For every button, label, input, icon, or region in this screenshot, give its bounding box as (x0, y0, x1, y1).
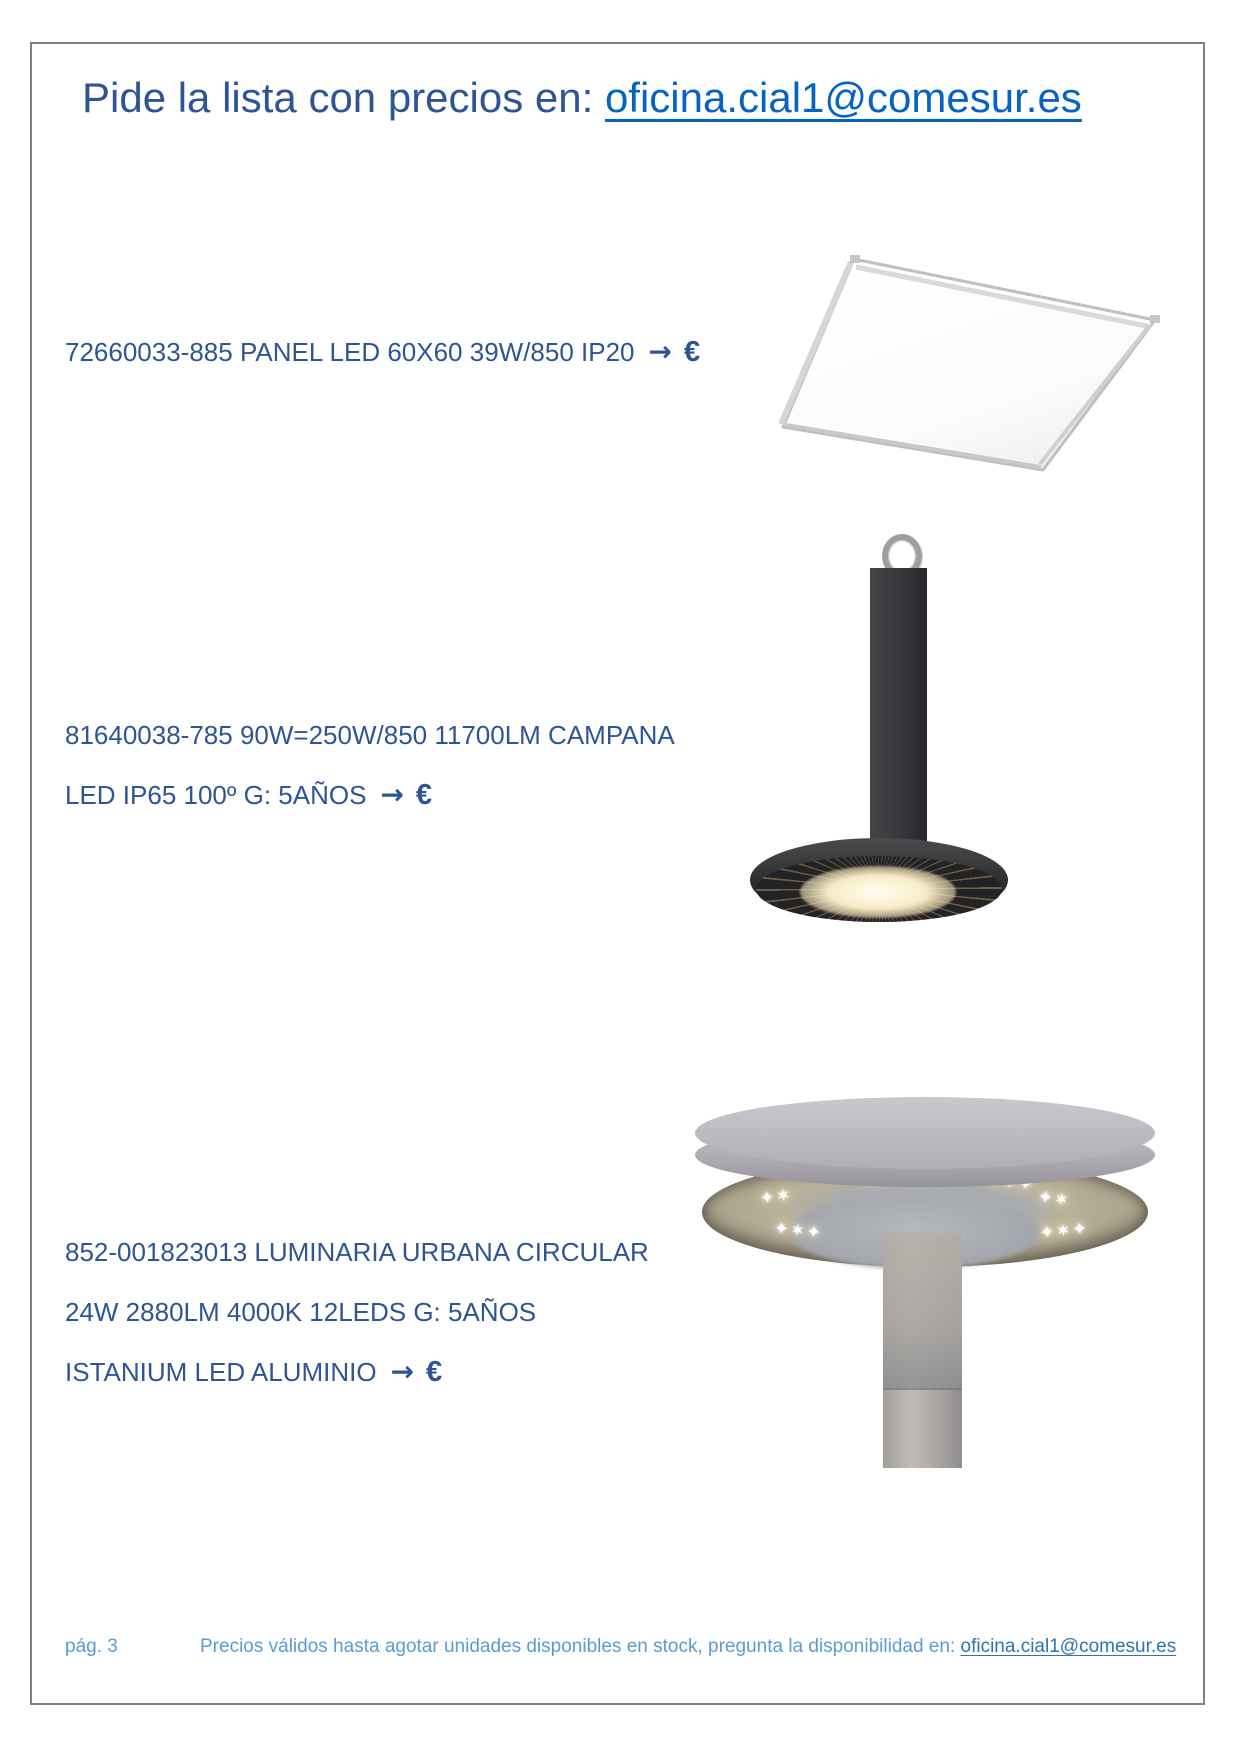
arrow-right-icon: → (390, 1355, 415, 1388)
euro-price-symbol: € (415, 779, 433, 811)
product-2-spec-line (65, 765, 675, 825)
euro-price-symbol: € (426, 1356, 443, 1388)
footer-notice (200, 1632, 1176, 1662)
euro-price-symbol: € (683, 336, 701, 368)
lamp-stem (870, 568, 927, 850)
panel-corner-tab (850, 255, 860, 263)
led-cluster: ✦✶ (1036, 1186, 1072, 1212)
product-3-description (65, 1222, 649, 1402)
arrow-right-icon: → (380, 778, 404, 811)
highbay-campana-photo (740, 520, 1020, 940)
urban-luminaire-photo (690, 1095, 1160, 1475)
title-email-link[interactable]: oficina.cial1@comesur.es (604, 74, 1082, 121)
luminaire-cap-top (695, 1097, 1155, 1169)
product-1-description (65, 322, 700, 382)
footer-email-link[interactable]: oficina.cial1@comesur.es (960, 1636, 1177, 1657)
panel-corner-tab (1150, 315, 1160, 323)
title-text: Pide la lista con precios en: (82, 74, 605, 121)
product-2-spec-text: LED IP65 100º G: 5AÑOS (65, 780, 367, 810)
product-2-code-line: 81640038-785 90W=250W/850 11700LM CAMPANA (65, 720, 675, 750)
product-3-material-text: ISTANIUM LED ALUMINIO (65, 1357, 377, 1387)
product-1-code-line: 72660033-885 PANEL LED 60X60 39W/850 IP20 (65, 337, 635, 367)
led-cluster: ✦✶ (758, 1184, 794, 1210)
lamp-light-glow (800, 866, 956, 918)
led-cluster: ✦✶✦ (1039, 1218, 1090, 1244)
footer-notice-text: Precios válidos hasta agotar unidades disponibles en stock, pregunta la disponibilidad en: (200, 1636, 961, 1657)
luminaire-pole (883, 1233, 962, 1468)
arrow-right-icon: → (648, 335, 672, 368)
product-3-code-line: 852-001823013 LUMINARIA URBANA CIRCULAR (65, 1237, 649, 1267)
product-2-description (65, 705, 675, 825)
page-number: pág. 3 (65, 1636, 118, 1657)
led-panel-photo (755, 228, 1185, 478)
led-cluster: ✦✶✦ (773, 1218, 824, 1244)
product-3-spec-line: 24W 2880LM 4000K 12LEDS G: 5AÑOS (65, 1297, 537, 1327)
page-title (82, 68, 1082, 128)
product-3-material-line (65, 1342, 649, 1402)
